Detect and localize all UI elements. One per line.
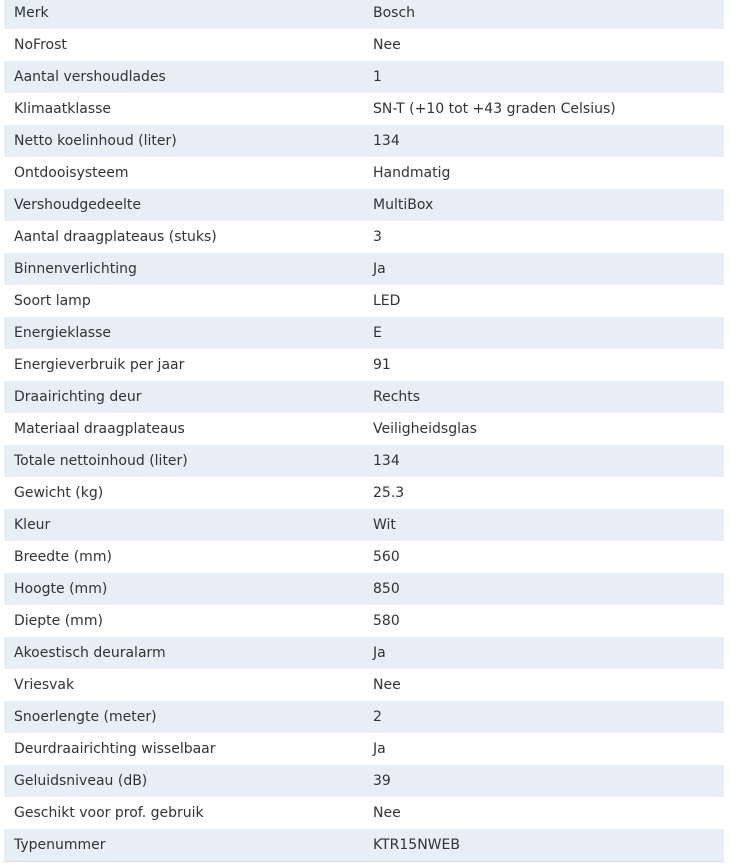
spec-row [4, 733, 724, 765]
spec-row [4, 285, 724, 317]
spec-row [4, 0, 724, 29]
spec-value: Veiligheidsglas [364, 413, 724, 445]
spec-label: Akoestisch deuralarm [4, 637, 364, 669]
spec-row [4, 445, 724, 477]
spec-label: Ontdooisysteem [4, 157, 364, 189]
spec-label: Kleur [4, 509, 364, 541]
spec-row [4, 221, 724, 253]
spec-label: Materiaal draagplateaus [4, 413, 364, 445]
specifications-table [4, 0, 724, 861]
spec-value: 39 [364, 765, 724, 797]
spec-row [4, 797, 724, 829]
spec-row [4, 253, 724, 285]
spec-label: Hoogte (mm) [4, 573, 364, 605]
spec-value: 850 [364, 573, 724, 605]
spec-row [4, 317, 724, 349]
spec-value: 134 [364, 445, 724, 477]
specifications-body [4, 0, 724, 861]
spec-label: Energieklasse [4, 317, 364, 349]
spec-label: Vriesvak [4, 669, 364, 701]
spec-label: Draairichting deur [4, 381, 364, 413]
spec-value: 25.3 [364, 477, 724, 509]
spec-row [4, 765, 724, 797]
spec-label: NoFrost [4, 29, 364, 61]
spec-value: Handmatig [364, 157, 724, 189]
spec-label: Energieverbruik per jaar [4, 349, 364, 381]
spec-value: 3 [364, 221, 724, 253]
spec-label: Klimaatklasse [4, 93, 364, 125]
spec-label: Gewicht (kg) [4, 477, 364, 509]
spec-label: Geschikt voor prof. gebruik [4, 797, 364, 829]
spec-label: Typenummer [4, 829, 364, 861]
spec-label: Breedte (mm) [4, 541, 364, 573]
spec-label: Binnenverlichting [4, 253, 364, 285]
spec-label: Diepte (mm) [4, 605, 364, 637]
spec-row [4, 29, 724, 61]
spec-label: Merk [4, 0, 364, 29]
spec-label: Vershoudgedeelte [4, 189, 364, 221]
spec-label: Aantal draagplateaus (stuks) [4, 221, 364, 253]
spec-label: Aantal vershoudlades [4, 61, 364, 93]
spec-label: Netto koelinhoud (liter) [4, 125, 364, 157]
spec-label: Totale nettoinhoud (liter) [4, 445, 364, 477]
spec-row [4, 61, 724, 93]
spec-row [4, 381, 724, 413]
spec-label: Soort lamp [4, 285, 364, 317]
spec-value: 134 [364, 125, 724, 157]
spec-value: SN-T (+10 tot +43 graden Celsius) [364, 93, 724, 125]
spec-value: 560 [364, 541, 724, 573]
spec-row [4, 541, 724, 573]
spec-value: E [364, 317, 724, 349]
spec-value: 1 [364, 61, 724, 93]
spec-value: Ja [364, 253, 724, 285]
spec-row [4, 829, 724, 861]
spec-label: Geluidsniveau (dB) [4, 765, 364, 797]
spec-row [4, 413, 724, 445]
spec-row [4, 669, 724, 701]
spec-value: Ja [364, 733, 724, 765]
spec-value: Bosch [364, 0, 724, 29]
spec-row [4, 509, 724, 541]
spec-value: Wit [364, 509, 724, 541]
spec-value: LED [364, 285, 724, 317]
spec-row [4, 477, 724, 509]
spec-row [4, 349, 724, 381]
spec-label: Snoerlengte (meter) [4, 701, 364, 733]
spec-row [4, 189, 724, 221]
spec-label: Deurdraairichting wisselbaar [4, 733, 364, 765]
spec-row [4, 157, 724, 189]
spec-value: 2 [364, 701, 724, 733]
spec-value: MultiBox [364, 189, 724, 221]
spec-row [4, 605, 724, 637]
spec-row [4, 637, 724, 669]
spec-value: Nee [364, 29, 724, 61]
table-bottom-divider [4, 861, 724, 862]
spec-row [4, 573, 724, 605]
spec-value: 580 [364, 605, 724, 637]
spec-value: KTR15NWEB [364, 829, 724, 861]
spec-value: Nee [364, 669, 724, 701]
spec-row [4, 701, 724, 733]
spec-row [4, 125, 724, 157]
spec-value: Rechts [364, 381, 724, 413]
spec-value: 91 [364, 349, 724, 381]
spec-value: Ja [364, 637, 724, 669]
spec-row [4, 93, 724, 125]
spec-value: Nee [364, 797, 724, 829]
